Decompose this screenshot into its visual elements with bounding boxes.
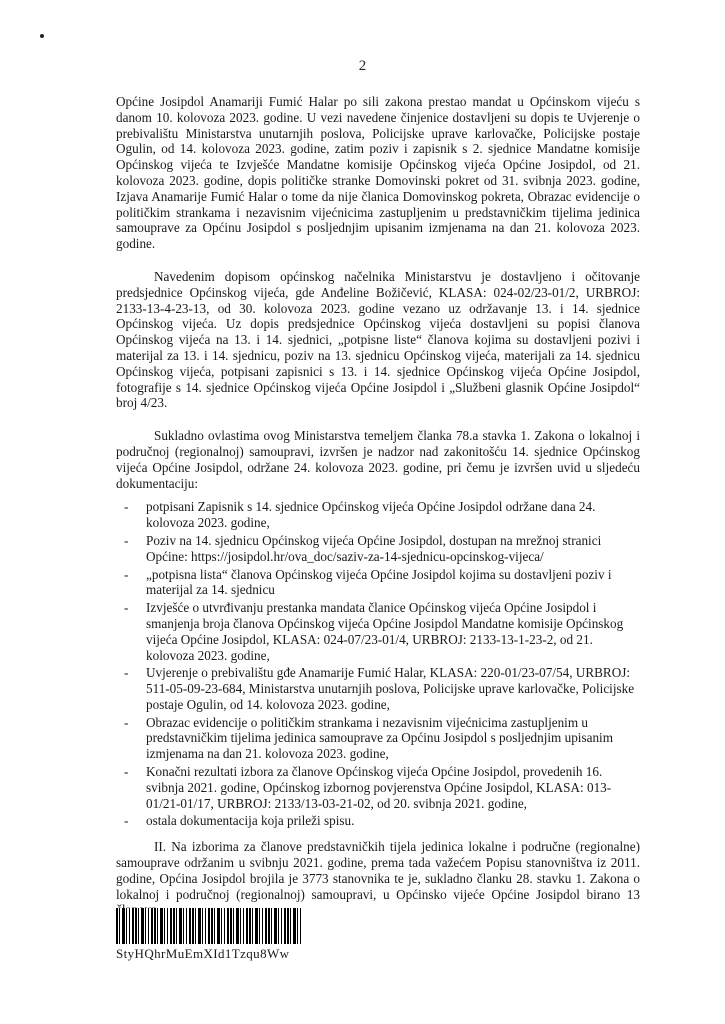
list-item: - Izvješće o utvrđivanju prestanka mandata članice Općinskog vijeća Općine Josipdol i smanjenja broja članova Općinskog vijeća Općine Josipdol Mandatne komisije Općinskog vijeća Općine Josipdol, KLASA: 024-07/23-01/4, URBROJ: 2133-13-1-23-2, od 21. kolovoza 2023. godine, xyxy=(124,600,624,663)
list-item: - potpisani Zapisnik s 14. sjednice Općinskog vijeća Općine Josipdol održane dana 24. kolovoza 2023. godine, xyxy=(124,499,596,531)
list-item: - Konačni rezultati izbora za članove Općinskog vijeća Općine Josipdol, provedenih 16. svibnja 2021. godine, Općinskog izbornog povjerenstva Općine Josipdol, KLASA: 013-01/21-01/17, URBROJ: 2133/13-03-21-02, od 20. svibnja 2021. godine, xyxy=(124,764,612,811)
dash-bullet: - xyxy=(124,813,129,829)
document-body xyxy=(116,94,640,935)
paragraph-supervision: Sukladno ovlastima ovog Ministarstva temeljem članka 78.a stavka 1. Zakona o lokalnoj i područnoj (regionalnoj) samoupravi, izvršen je nadzor nad zakonitošću 14. sjednice Općinskog vijeća Općine Josipdol, održane 24. kolovoza 2023. godine, pri čemu je izvršen uvid u sljedeću dokumentaciju: xyxy=(116,428,640,491)
paragraph-mayor-letter: Navedenim dopisom općinskog načelnika Ministarstvu je dostavljeno i očitovanje predsjednice Općinskog vijeća, gde Anđeline Božičević, KLASA: 024-02/23-01/2, URBROJ: 2133-13-4-23-13, od 30. kolovoza 2023. godine vezano uz održavanje 13. i 14. sjednice Općinskog vijeća. Uz dopis predsjednice Općinskog vijeća dostavljeni su popisi članova Općinskog vijeća na 13. i 14. sjednici, „potpisne liste“ članova kojima su dostavljeni pozivi i materijal za 13. i 14. sjednicu, poziv na 13. sjednicu Općinskog vijeća, materijali za 14. sjednicu Općinskog vijeća, potpisani zapisnici s 13. i 14. sjednice Općinskog vijeća Općine Josipdol, fotografije s 14. sjednice Općinskog vijeća Općine Josipdol i „Službeni glasnik Općine Josipdol“ broj 4/23. xyxy=(116,268,640,411)
dash-bullet: - xyxy=(124,600,129,616)
page-number: 2 xyxy=(358,58,367,74)
dash-bullet: - xyxy=(124,665,129,681)
list-item: - „potpisna lista“ članova Općinskog vijeća Općine Josipdol kojima su dostavljeni poziv i materijal za 14. sjednicu xyxy=(124,566,612,598)
dash-bullet: - xyxy=(124,532,129,548)
list-item: - Uvjerenje o prebivalištu gđe Anamarije Fumić Halar, KLASA: 220-01/23-07/54, URBROJ: 511-05-09-23-684, Ministarstva unutarnjih poslova, Policijske uprave karlovačke, Policijske postaje Ogulin, od 14. kolovoza 2023. godine, xyxy=(124,665,635,712)
paragraph-mandate: Općine Josipdol Anamariji Fumić Halar po sili zakona prestao mandat u Općinskom vijeću s danom 10. kolovoza 2023. godine. U vezi navedene činjenice dostavljeni su dopis te Uvjerenje o prebivalištu Ministarstva unutarnjih poslova, Policijske uprave karlovačke, Policijske postaje Ogulin, od 14. kolovoza 2023. godine, zatim poziv i zapisnik s 2. sjednice Mandatne komisije Općinskog vijeća te Izvješće Mandatne komisije Općinskog vijeća Općine Josipdol, od 21. kolovoza 2023. godine, dopis političke stranke Domovinski pokret od 31. svibnja 2023. godine, Izjava Anamarije Fumić Halar o tome da nije članica Domovinskog pokreta, Obrazac evidencije o političkim strankama i nezavisnim vijećnicima zastupljenim u predstavničkim tijelima jedinica samouprave za Općinu Josipdol s posljednjim upisanim izmjenama na dan 21. kolovoza 2023. godine. xyxy=(116,94,640,252)
list-item: - Obrazac evidencije o političkim strankama i nezavisnim vijećnicima zastupljenim u predstavničkim tijelima jedinica samouprave za Općinu Josipdol s posljednjim upisanim izmjenama na dan 21. kolovoza 2023. godine, xyxy=(124,714,613,762)
list-item: - ostala dokumentacija koja prileži spisu. xyxy=(124,813,355,829)
scan-speck xyxy=(40,34,44,38)
dash-bullet: - xyxy=(124,764,129,780)
list-item: - Poziv na 14. sjednicu Općinskog vijeća Općine Josipdol, dostupan na mrežnoj stranici Općine: https://josipdol.hr/ova_doc/saziv-za-14-sjednicu-opcinskog-vijeca/ xyxy=(124,532,602,564)
dash-bullet: - xyxy=(124,499,129,515)
barcode-image xyxy=(116,908,301,944)
documentation-list xyxy=(116,499,640,829)
barcode-code: StyHQhrMuEmXId1Tzqu8Ww xyxy=(116,946,290,961)
paragraph-section-ii: II. Na izborima za članove predstavničkih tijela jedinica lokalne i područne (regionalne) samouprave održanim u svibnju 2021. godine, prema tada važećem Popisu stanovništva iz 2011. godine, Općina Josipdol brojila je 3773 stanovnika te je, sukladno članku 28. stavku 1. Zakona o lokalnoj i područnoj (regionalnoj) samoupravi, u Općinsko vijeće Općine Josipdol birano 13 xyxy=(116,839,640,902)
dash-bullet: - xyxy=(124,566,129,582)
dash-bullet: - xyxy=(124,714,129,730)
